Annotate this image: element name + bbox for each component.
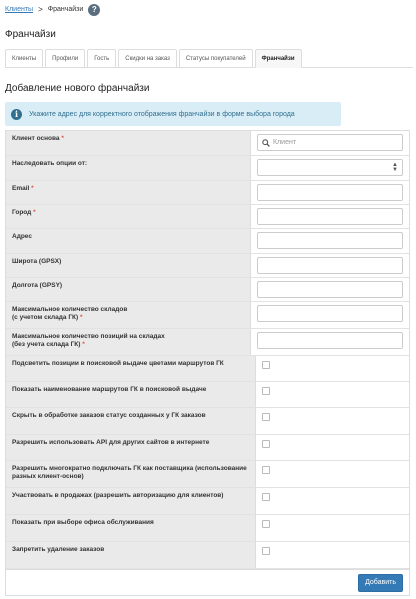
breadcrumb-clients-link[interactable]: Клиенты xyxy=(5,6,34,13)
form-row-address xyxy=(6,229,409,254)
form-row-highlight-routes xyxy=(6,356,409,382)
hide-order-status-checkbox[interactable] xyxy=(262,413,270,421)
participate-sales-checkbox[interactable] xyxy=(262,493,270,501)
tab-bar xyxy=(5,49,413,68)
form-row-hide-order-status xyxy=(6,408,409,435)
latitude-field[interactable] xyxy=(257,257,403,274)
section-title: Добавление нового франчайзи xyxy=(5,83,150,94)
breadcrumb-separator: > xyxy=(38,5,43,14)
tab-franchisees[interactable]: Франчайзи xyxy=(255,49,302,68)
forbid-order-delete-checkbox[interactable] xyxy=(262,547,270,555)
form-row-max-positions xyxy=(6,329,409,356)
alert-text: Укажите адрес для корректного отображения франчайзи в форме выбора города xyxy=(29,110,295,118)
required-mark: * xyxy=(82,341,85,348)
tab-order-discounts[interactable]: Скидки на заказ xyxy=(118,49,177,67)
form-row-city xyxy=(6,205,409,229)
tab-clients[interactable]: Клиенты xyxy=(5,49,43,67)
form-row-latitude xyxy=(6,254,409,278)
client-base-label: Клиент основа xyxy=(12,135,60,142)
max-warehouses-label-line2: (с учетом склада ГК) xyxy=(12,314,79,321)
city-field[interactable] xyxy=(257,208,403,225)
form-row-forbid-order-delete xyxy=(6,542,409,569)
longitude-field[interactable] xyxy=(257,281,403,298)
client-base-placeholder: Клиент xyxy=(273,139,297,146)
help-icon[interactable]: ? xyxy=(88,4,100,16)
allow-api-label: Разрешить использовать API для других сайтов в интернете xyxy=(6,435,256,460)
search-icon xyxy=(262,139,270,147)
show-office-select-label: Показать при выборе офиса обслуживания xyxy=(6,515,256,541)
add-button[interactable]: Добавить xyxy=(358,574,403,592)
hide-order-status-label: Скрыть в обработке заказов статус созданных у ГК заказов xyxy=(6,408,256,434)
form-row-show-office-select xyxy=(6,515,409,542)
form-row-client-base xyxy=(6,131,409,156)
form-row-email xyxy=(6,181,409,205)
client-base-search-input[interactable] xyxy=(257,134,403,151)
required-mark: * xyxy=(61,135,64,142)
info-icon: i xyxy=(11,109,22,120)
max-warehouses-field[interactable] xyxy=(257,305,403,322)
form-row-longitude xyxy=(6,278,409,302)
show-office-select-checkbox[interactable] xyxy=(262,520,270,528)
allow-multi-connect-label: Разрешить многократно подключать ГК как поставщика (использование разных клиент-основ) xyxy=(6,461,256,487)
form-row-show-route-names xyxy=(6,382,409,408)
email-field[interactable] xyxy=(257,184,403,201)
city-label: Город xyxy=(12,209,32,216)
franchisee-form xyxy=(5,130,410,596)
highlight-routes-label: Подсветить позиции в поисковой выдаче цветами маршрутов ГК xyxy=(6,356,256,381)
address-field[interactable] xyxy=(257,232,403,249)
longitude-label: Долгота (GPSY) xyxy=(6,278,251,301)
allow-api-checkbox[interactable] xyxy=(262,440,270,448)
form-footer xyxy=(6,569,409,595)
page-title: Франчайзи xyxy=(5,29,56,40)
email-label: Email xyxy=(12,185,30,192)
required-mark: * xyxy=(31,185,34,192)
allow-multi-connect-checkbox[interactable] xyxy=(262,466,270,474)
max-positions-label-line2: (без учета склада ГК) xyxy=(12,341,81,348)
address-label: Адрес xyxy=(6,229,251,253)
show-route-names-checkbox[interactable] xyxy=(262,387,270,395)
inherit-options-select[interactable] xyxy=(257,159,403,176)
breadcrumb-current: Франчайзи xyxy=(47,6,84,13)
max-positions-label-line1: Максимальное количество позиций на складах xyxy=(12,333,165,340)
forbid-order-delete-label: Запретить удаление заказов xyxy=(6,542,256,568)
form-row-allow-multi-connect xyxy=(6,461,409,488)
highlight-routes-checkbox[interactable] xyxy=(262,361,270,369)
participate-sales-label: Участвовать в продажах (разрешить авторизацию для клиентов) xyxy=(6,488,256,514)
show-route-names-label: Показать наименование маршрутов ГК в поисковой выдаче xyxy=(6,382,256,407)
max-warehouses-label-line1: Максимальное количество складов xyxy=(12,306,128,313)
info-alert xyxy=(5,102,341,126)
tab-guest[interactable]: Гость xyxy=(87,49,116,67)
breadcrumb xyxy=(5,3,100,16)
latitude-label: Широта (GPSX) xyxy=(6,254,251,277)
tab-customer-statuses[interactable]: Статусы покупателей xyxy=(179,49,253,67)
max-positions-field[interactable] xyxy=(257,332,403,349)
tab-profiles[interactable]: Профили xyxy=(45,49,85,67)
required-mark: * xyxy=(33,209,36,216)
required-mark: * xyxy=(79,314,83,321)
form-row-participate-sales xyxy=(6,488,409,515)
inherit-options-label: Наследовать опции от: xyxy=(6,156,251,180)
form-row-allow-api xyxy=(6,435,409,461)
form-row-max-warehouses xyxy=(6,302,409,329)
form-row-inherit-options xyxy=(6,156,409,181)
select-updown-icon: ▲ ▼ xyxy=(392,162,398,173)
